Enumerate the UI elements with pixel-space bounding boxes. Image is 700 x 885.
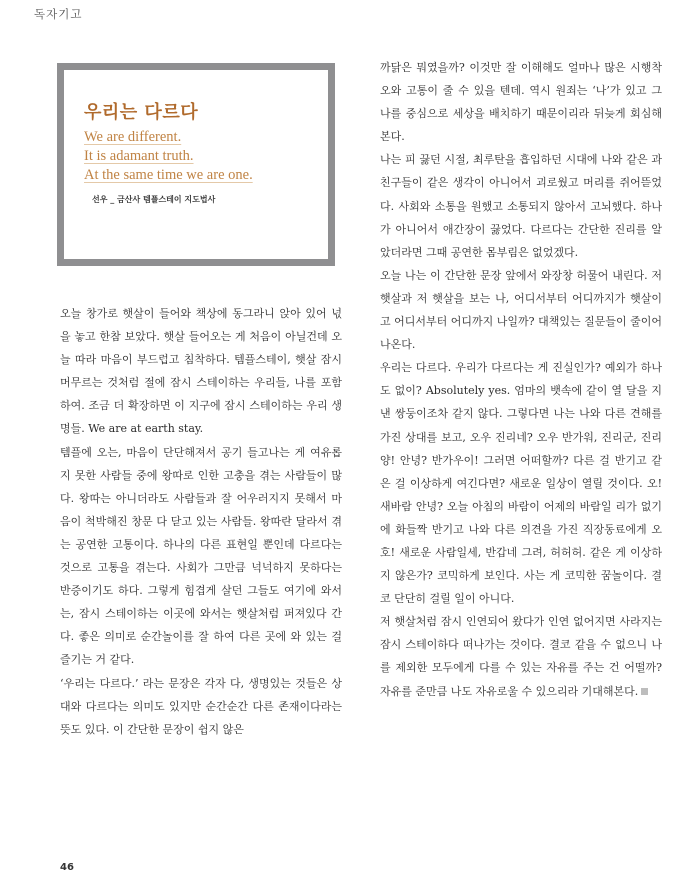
page-number: 46: [60, 862, 74, 873]
paragraph: [380, 610, 662, 702]
author-byline: 선우 _ 금산사 템플스테이 지도법사: [92, 195, 216, 204]
paragraph-text: 저 햇살처럼 잠시 인연되어 왔다가 인연 없어지면 사라지는 잠시 스테이하다 떠나가는 것이다. 결코 같을 수 없으니 나를 제외한 모두에게 다를 수 있는 자유를 주는 건 어떨까? 자유를 준만큼 나도 자유로울 수 있으리라 기대해본다.: [380, 615, 662, 698]
english-subtitle: [84, 128, 324, 185]
paragraph: 템플에 오는, 마음이 단단해져서 공기 들고나는 게 여유롭지 못한 사람들 중에 왕따로 인한 고충을 겪는 사람들이 많다. 왕따는 아니더라도 사람들과 잘 어우러지지 못해서 마음이 척박해진 창문 다 닫고 있는 사람들. 왕따란 달라서 겪는 공연한 고통이다. 하나의 다른 표현일 뿐인데 다르다는 것으로 고통을 겪는다. 사회가 그만큼 넉넉하지 못하다는 반증이기도 하다. 그렇게 힘겹게 살던 그들도 여기에 와서는, 잠시 스테이하는 이곳에 와서는 햇살처럼 퍼져있다 간다. 좋은 의미로 순간놀이를 잘 하여 다른 곳에 와 있는 걸 즐기는 거 같다.: [60, 445, 342, 667]
english-line: At the same time we are one.: [84, 167, 253, 183]
paragraph: 우리는 다르다. 우리가 다르다는 게 진실인가? 예외가 하나도 없이? Absolutely yes. 엄마의 뱃속에 같이 열 달을 지낸 쌍둥이조차 같지 않다. 그렇다면 나는 나와 다른 견해를 가진 상대를 보고, 오우 진리네? 오우 반가워, 진리군, 진리양! 안녕? 반가우이! 그러면 어떠할까? 다른 걸 반기고 같은 걸 이상하게 여긴다면? 새로운 일상이 열릴 것이다. 오! 새바람 안녕? 오늘 아침의 바람이 어제의 바람일 리가 없기에 화들짝 반기고 나와 다른 의견을 가진 직장동료에게 오호! 새로운 사람일세, 반갑네 그려, 허허허. 같은 게 이상하지 않은가? 코믹하게 보인다. 사는 게 코믹한 꿈놀이다. 결코 단단히 걸릴 일이 아니다.: [380, 361, 662, 606]
article-title: 우리는 다르다: [84, 102, 199, 123]
english-line: We are different.: [84, 129, 182, 145]
paragraph: 오늘 창가로 햇살이 들어와 책상에 동그라니 앉아 있어 넋을 놓고 한참 보았다. 햇살 들어오는 게 처음이 아닐건데 오늘 따라 마음이 부드럽고 침착하다. 템플스테이, 햇살 잠시 머무르는 것처럼 절에 잠시 스테이하는 우리들, 나를 포함하여. 조금 더 확장하면 이 지구에 잠시 스테이하는 우리 생명들. We are at earth stay.: [60, 307, 342, 436]
english-line: It is adamant truth.: [84, 148, 194, 164]
paragraph: ‘우리는 다르다.’ 라는 문장은 각자 다, 생명있는 것들은 상대와 다르다는 의미도 있지만 순간순간 다른 존재이다라는 뜻도 있다. 이 간단한 문장이 쉽지 않은: [60, 676, 342, 736]
paragraph: 까닭은 뭐였을까? 이것만 잘 이해해도 얼마나 많은 시행착오와 고통이 줄 수 있을 텐데. 역시 원죄는 ‘나’가 있고 그 나를 중심으로 세상을 배치하기 때문이리라 뒤늦게 회심해본다.: [380, 61, 662, 144]
paragraph: 오늘 나는 이 간단한 문장 앞에서 와장창 허물어 내린다. 저 햇살과 저 햇살을 보는 나, 어디서부터 어디까지가 햇살이고 어디서부터 어디까지 나일까? 대책있는 질문들이 줄이어 나온다.: [380, 268, 662, 352]
paragraph: 나는 피 끓던 시절, 최루탄을 흡입하던 시대에 나와 같은 과 친구들이 같은 생각이 아니어서 괴로웠고 머리를 쥐어뜯었다. 사회와 소통을 원했고 소통되지 않아서 고뇌했다. 하나가 아니어서 애간장이 끓었다. 다르다는 간단한 진리를 알았더라면 그때 공연한 몸부림은 없었겠다.: [380, 153, 662, 259]
section-label: 독자기고: [34, 7, 83, 21]
left-column: [60, 302, 342, 741]
title-box: [57, 63, 335, 266]
end-mark-icon: [641, 688, 648, 695]
right-column: [380, 56, 662, 703]
